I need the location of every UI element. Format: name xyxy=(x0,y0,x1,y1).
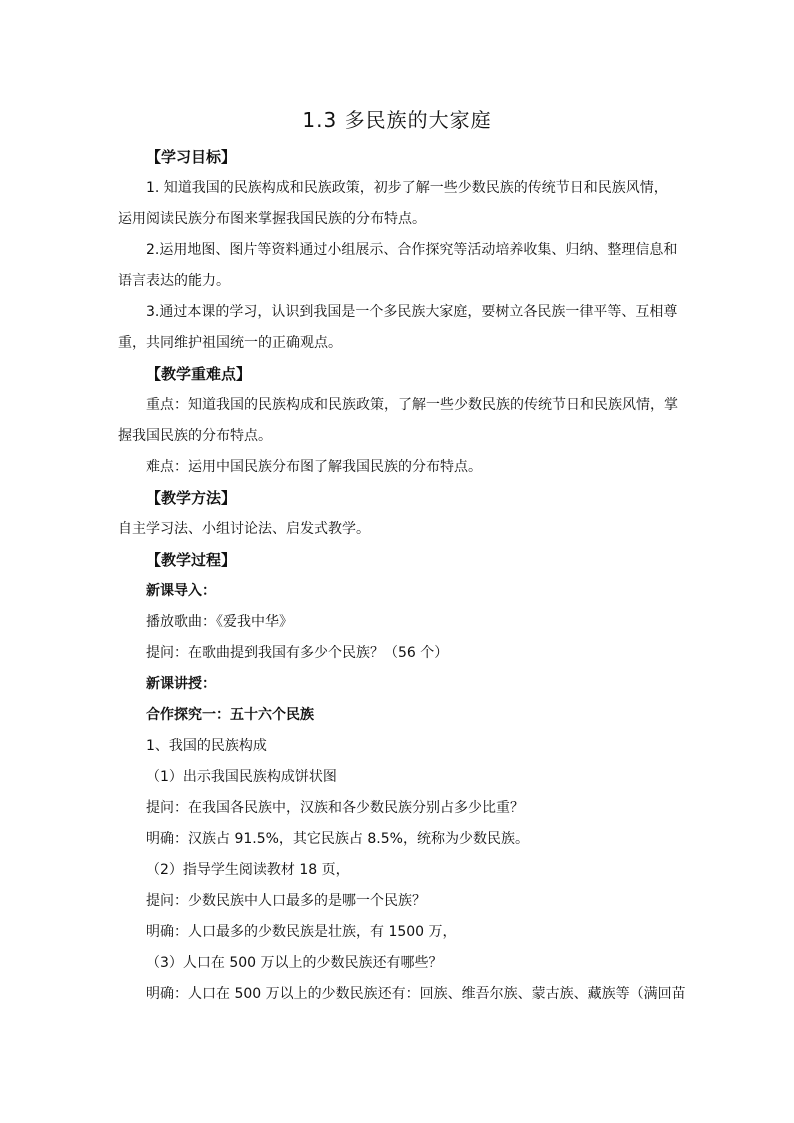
answer-3: 明确：人口在 500 万以上的少数民族还有：回族、维吾尔族、蒙古族、藏族等（满回苗 xyxy=(146,986,686,1002)
difficulty-line: 难点：运用中国民族分布图了解我国民族的分布特点。 xyxy=(146,459,482,475)
objective-3-line-1: 3.通过本课的学习，认识到我国是一个多民族大家庭，要树立各民族一律平等、互相尊 xyxy=(146,304,678,320)
answer-1: 明确：汉族占 91.5%，其它民族占 8.5%，统称为少数民族。 xyxy=(146,831,529,847)
lecture-label: 新课讲授： xyxy=(146,676,216,692)
section-heading-process: 【教学过程】 xyxy=(146,551,237,569)
section-heading-methods: 【教学方法】 xyxy=(146,489,237,507)
focus-line-1: 重点：知道我国的民族构成和民族政策，了解一些少数民族的传统节日和民族风情，掌 xyxy=(146,397,678,413)
document-title: 1.3 多民族的大家庭 xyxy=(302,108,492,132)
objective-1-line-1: 1. 知道我国的民族构成和民族政策，初步了解一些少数民族的传统节日和民族风情， xyxy=(146,180,668,196)
explore-1-heading: 合作探究一：五十六个民族 xyxy=(146,707,314,723)
step-1: （1）出示我国民族构成饼状图 xyxy=(146,769,337,785)
objective-2-line-1: 2.运用地图、图片等资料通过小组展示、合作探究等活动培养收集、归纳、整理信息和 xyxy=(146,242,678,258)
intro-song: 播放歌曲：《爱我中华》 xyxy=(146,614,293,630)
step-2: （2）指导学生阅读教材 18 页， xyxy=(146,862,350,878)
objective-1-line-2: 运用阅读民族分布图来掌握我国民族的分布特点。 xyxy=(118,211,426,227)
objective-2-line-2: 语言表达的能力。 xyxy=(118,273,230,289)
section-heading-objectives: 【学习目标】 xyxy=(146,148,237,166)
answer-2: 明确：人口最多的少数民族是壮族，有 1500 万， xyxy=(146,924,457,940)
point-1: 1、我国的民族构成 xyxy=(146,738,267,754)
question-1: 提问：在我国各民族中，汉族和各少数民族分别占多少比重？ xyxy=(146,800,524,816)
focus-line-2: 握我国民族的分布特点。 xyxy=(118,428,272,444)
objective-3-line-2: 重，共同维护祖国统一的正确观点。 xyxy=(118,335,342,351)
section-heading-key-points: 【教学重难点】 xyxy=(146,365,252,383)
intro-question: 提问：在歌曲提到我国有多少个民族？（56 个） xyxy=(146,645,449,661)
question-2: 提问：少数民族中人口最多的是哪一个民族？ xyxy=(146,893,426,909)
methods-text: 自主学习法、小组讨论法、启发式教学。 xyxy=(118,521,370,537)
document-body xyxy=(118,142,686,1010)
intro-label: 新课导入： xyxy=(146,583,216,599)
step-3: （3）人口在 500 万以上的少数民族还有哪些？ xyxy=(146,955,443,971)
